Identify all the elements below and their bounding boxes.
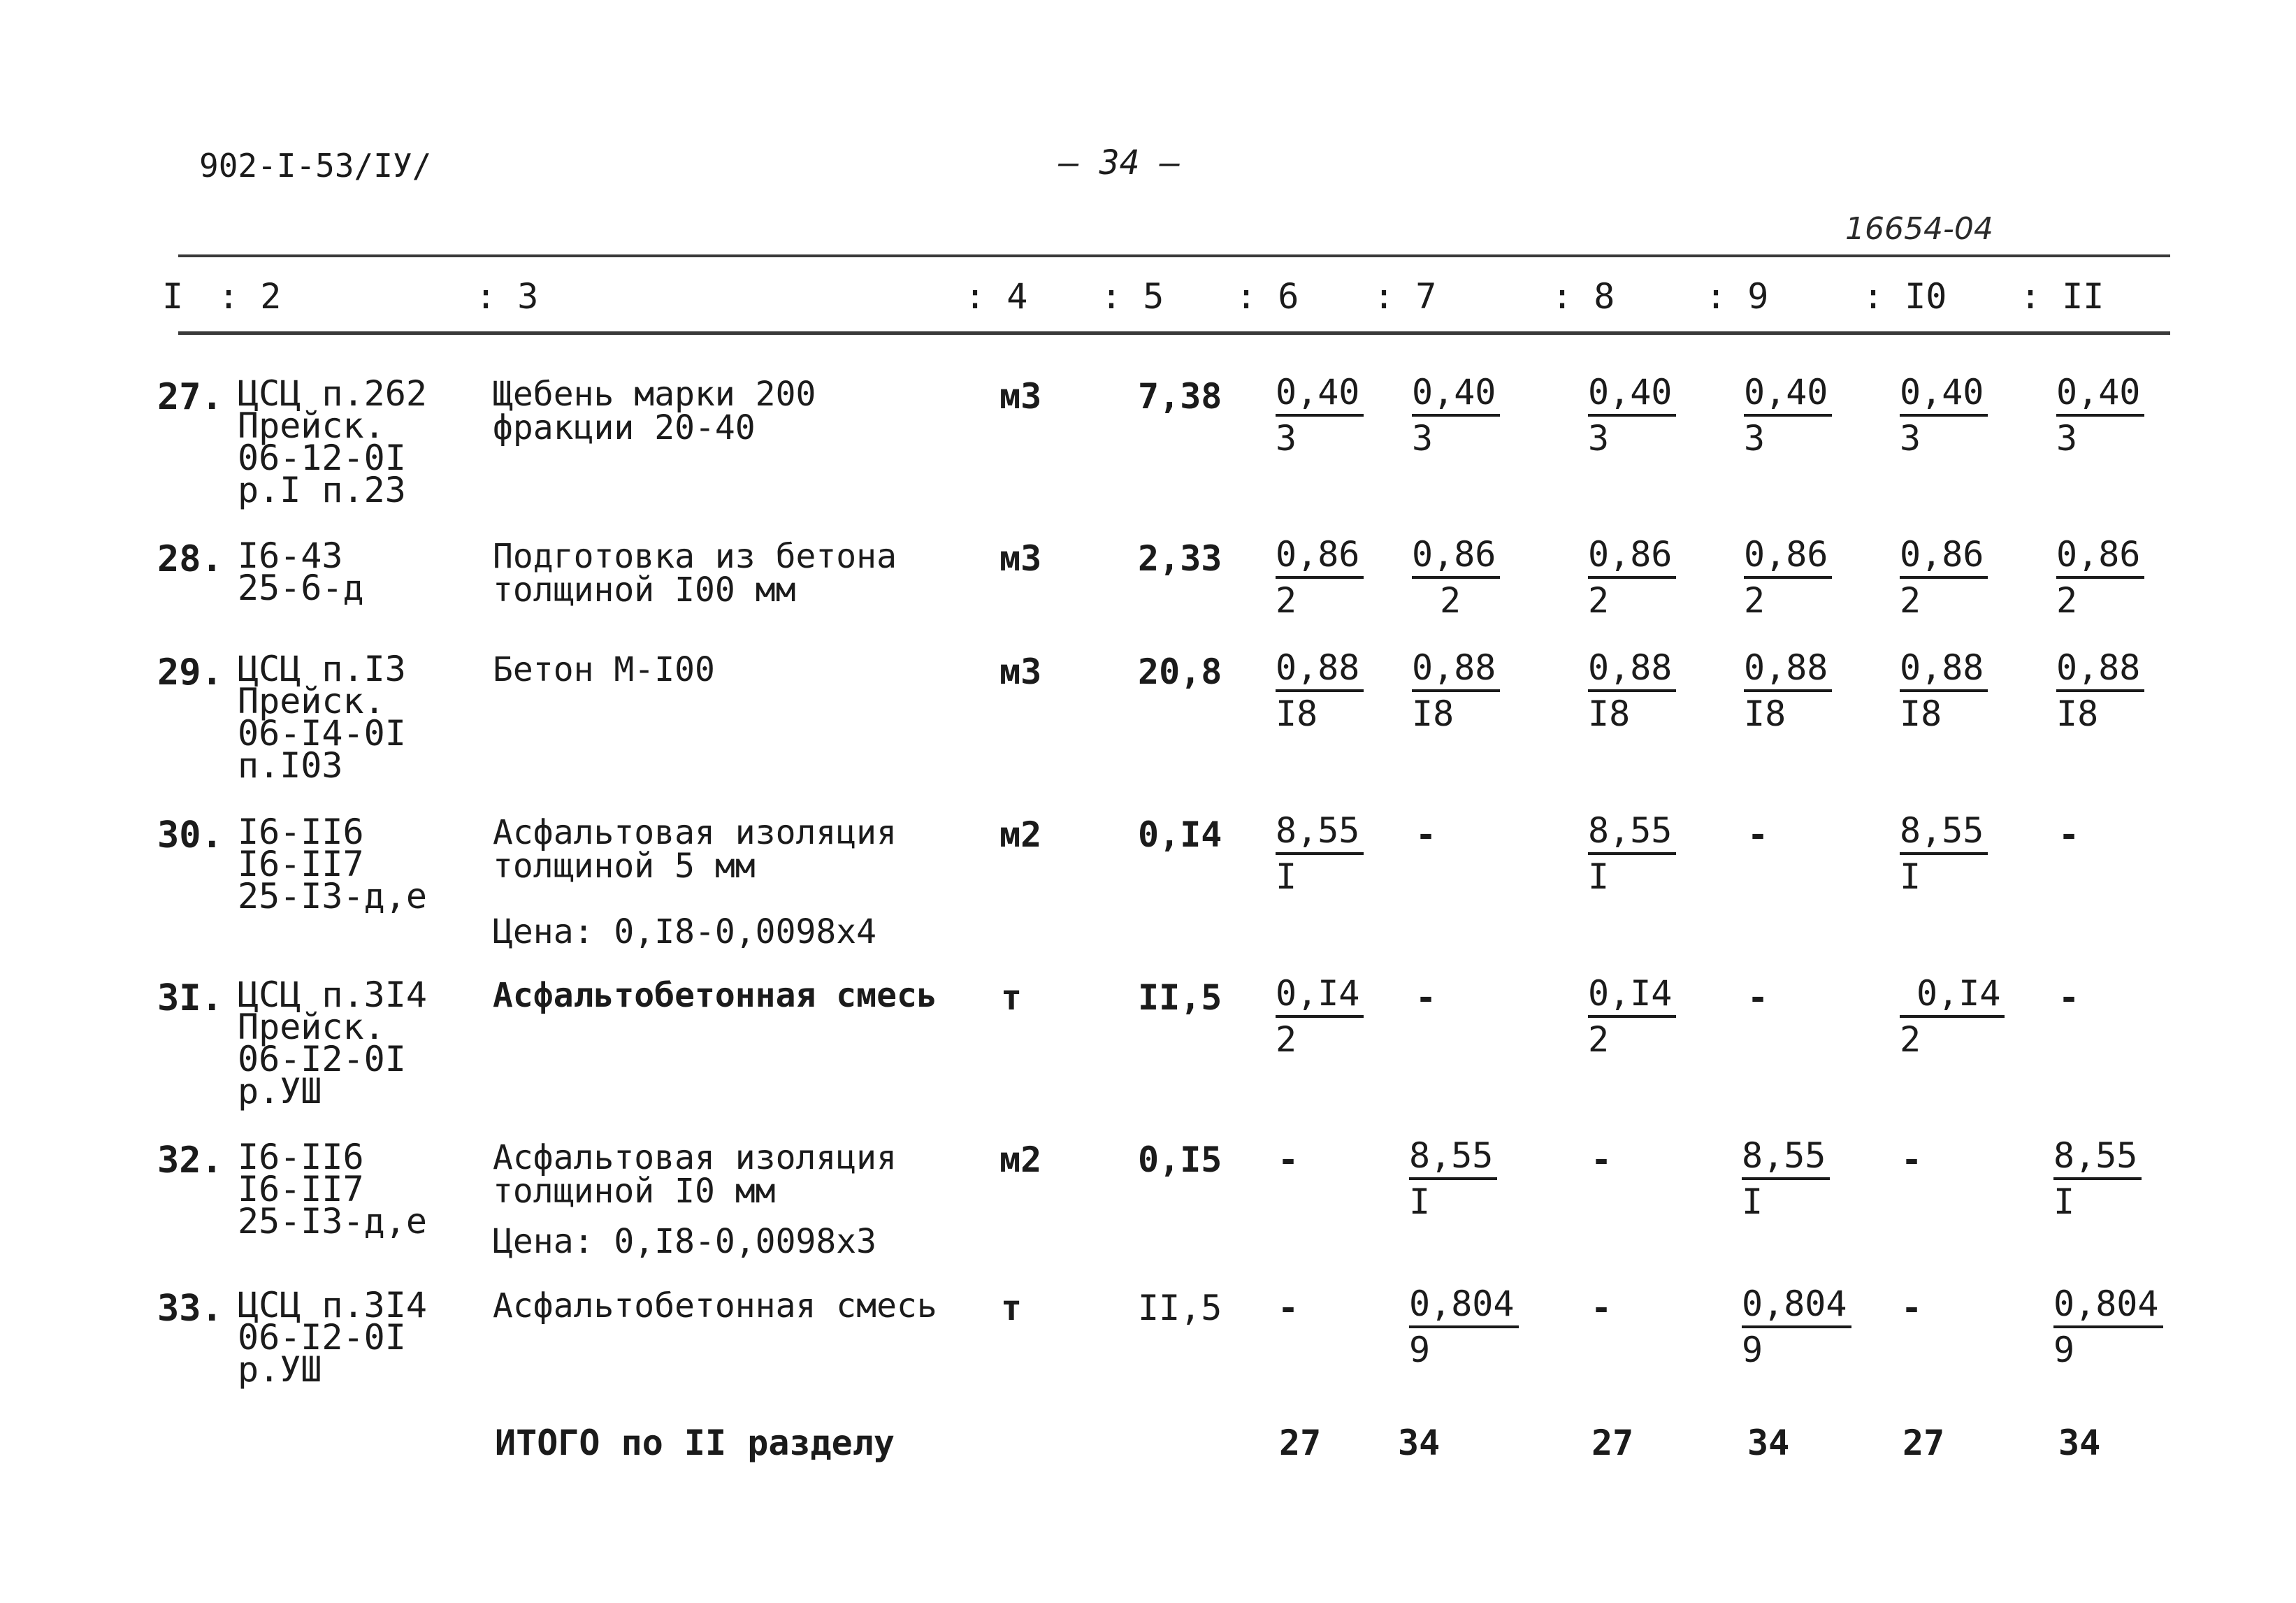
handwritten-archive-number: 16654-04 bbox=[1845, 211, 1993, 247]
fraction-denominator: I8 bbox=[1588, 693, 1631, 734]
column-header-6: : 6 bbox=[1236, 276, 1299, 317]
unit-price: 0,I5 bbox=[1138, 1140, 1222, 1180]
fraction-denominator: 2 bbox=[1900, 580, 1921, 621]
fraction-numerator: 0,804 bbox=[1409, 1282, 1519, 1328]
fraction-numerator: 0,I4 bbox=[1588, 972, 1676, 1018]
cell-col10 bbox=[1900, 809, 1988, 898]
cell-col10 bbox=[1900, 533, 1988, 622]
cell-col7 bbox=[1409, 1282, 1519, 1372]
cell-col9 bbox=[1744, 646, 1832, 735]
cell-col6 bbox=[1276, 809, 1364, 898]
cell-col8-empty: - bbox=[1591, 1140, 1612, 1180]
column-header-9: : 9 bbox=[1705, 276, 1769, 317]
unit-price: 2,33 bbox=[1138, 538, 1222, 579]
fraction-denominator: I8 bbox=[1276, 693, 1318, 734]
rate-code: ЦСЦ п.262 Прейск. 06-12-0I р.I п.23 bbox=[238, 373, 427, 510]
fraction-denominator: I bbox=[1588, 856, 1610, 897]
cell-col11 bbox=[2056, 646, 2144, 735]
cell-col9 bbox=[1742, 1282, 1851, 1372]
fraction-denominator: I8 bbox=[1744, 693, 1786, 734]
unit-price: 20,8 bbox=[1138, 652, 1222, 692]
cell-col6-empty: - bbox=[1278, 1140, 1299, 1180]
work-description: Бетон М-I00 bbox=[493, 650, 715, 689]
fraction-denominator: 2 bbox=[1588, 1019, 1610, 1060]
unit: м3 bbox=[999, 538, 1042, 579]
cell-col7 bbox=[1409, 1134, 1497, 1223]
cell-col11-empty: - bbox=[2058, 814, 2080, 855]
unit-price: 0,I4 bbox=[1138, 814, 1222, 855]
total-col10: 27 bbox=[1902, 1423, 1945, 1463]
fraction-denominator: 2 bbox=[1440, 580, 1461, 621]
fraction-numerator: 8,55 bbox=[1588, 809, 1676, 855]
fraction-numerator: 0,40 bbox=[1900, 371, 1988, 417]
fraction-numerator: 0,88 bbox=[2056, 646, 2144, 692]
fraction-denominator: 2 bbox=[1744, 580, 1766, 621]
row-number: 33. bbox=[157, 1288, 223, 1330]
unit: т bbox=[1001, 1288, 1023, 1328]
total-col7: 34 bbox=[1398, 1423, 1441, 1463]
work-description: Асфальтовая изоляция толщиной 5 мм bbox=[493, 813, 897, 886]
unit-price: 7,38 bbox=[1138, 376, 1222, 417]
cell-col7-empty: - bbox=[1415, 977, 1437, 1018]
work-description: Щебень марки 200 фракции 20-40 bbox=[493, 375, 816, 447]
fraction-denominator: 3 bbox=[1744, 418, 1766, 459]
cell-col8 bbox=[1588, 809, 1676, 898]
cell-col8-empty: - bbox=[1591, 1288, 1612, 1328]
unit: т bbox=[1001, 977, 1023, 1018]
rate-code: ЦСЦ п.I3 Прейск. 06-I4-0I п.I03 bbox=[238, 649, 406, 786]
fraction-numerator: 0,I4 bbox=[1276, 972, 1364, 1018]
fraction-denominator: 3 bbox=[2056, 418, 2078, 459]
cell-col6-empty: - bbox=[1278, 1288, 1299, 1328]
total-col8: 27 bbox=[1591, 1423, 1634, 1463]
fraction-denominator: 2 bbox=[1276, 580, 1297, 621]
price-formula: Цена: 0,I8-0,0098х4 bbox=[493, 912, 877, 951]
fraction-numerator: 0,40 bbox=[1412, 371, 1500, 417]
unit: м3 bbox=[999, 652, 1042, 692]
cell-col10 bbox=[1900, 972, 2005, 1061]
document-id: 902-I-53/IУ/ bbox=[199, 147, 432, 185]
cell-col6 bbox=[1276, 371, 1364, 460]
cell-col11-empty: - bbox=[2058, 977, 2080, 1018]
fraction-denominator: I8 bbox=[1412, 693, 1454, 734]
work-description: Асфальтовая изоляция толщиной I0 мм bbox=[493, 1138, 897, 1211]
fraction-denominator: 3 bbox=[1588, 418, 1610, 459]
row-number: 32. bbox=[157, 1140, 223, 1181]
price-formula: Цена: 0,I8-0,0098х3 bbox=[493, 1222, 877, 1261]
fraction-denominator: I bbox=[1276, 856, 1297, 897]
column-header-2: : 2 bbox=[218, 276, 282, 317]
fraction-numerator: 0,88 bbox=[1900, 646, 1988, 692]
cell-col11 bbox=[2053, 1134, 2142, 1223]
row-number: 3I. bbox=[157, 977, 223, 1019]
cell-col9 bbox=[1744, 533, 1832, 622]
cell-col8 bbox=[1588, 972, 1676, 1061]
cell-col7-empty: - bbox=[1415, 814, 1437, 855]
total-col9: 34 bbox=[1747, 1423, 1790, 1463]
column-header-8: : 8 bbox=[1552, 276, 1615, 317]
cell-col8 bbox=[1588, 533, 1676, 622]
cell-col6 bbox=[1276, 533, 1364, 622]
fraction-numerator: 0,40 bbox=[1588, 371, 1676, 417]
header-top-rule bbox=[178, 254, 2170, 257]
cell-col10 bbox=[1900, 371, 1988, 460]
fraction-numerator: 0,804 bbox=[1742, 1282, 1851, 1328]
cell-col9 bbox=[1742, 1134, 1830, 1223]
cell-col6 bbox=[1276, 972, 1364, 1061]
fraction-denominator: 3 bbox=[1900, 418, 1921, 459]
fraction-numerator: 0,86 bbox=[1412, 533, 1500, 579]
fraction-numerator: 0,804 bbox=[2053, 1282, 2163, 1328]
fraction-numerator: 8,55 bbox=[2053, 1134, 2142, 1180]
fraction-denominator: I bbox=[1900, 856, 1921, 897]
rate-code: ЦСЦ п.3I4 Прейск. 06-I2-0I р.УШ bbox=[238, 975, 427, 1112]
totals-label: ИТОГО по II разделу bbox=[495, 1423, 895, 1463]
cell-col10-empty: - bbox=[1901, 1140, 1923, 1180]
column-header-7: : 7 bbox=[1373, 276, 1437, 317]
column-header-4: : 4 bbox=[965, 276, 1028, 317]
cell-col11 bbox=[2053, 1282, 2163, 1372]
fraction-denominator: I bbox=[1409, 1181, 1431, 1222]
column-header-3: : 3 bbox=[475, 276, 539, 317]
fraction-numerator: 8,55 bbox=[1276, 809, 1364, 855]
fraction-denominator: I bbox=[1742, 1181, 1763, 1222]
rate-code: I6-II6 I6-II7 25-I3-д,е bbox=[238, 812, 427, 916]
fraction-numerator: 8,55 bbox=[1900, 809, 1988, 855]
fraction-denominator: 9 bbox=[2053, 1330, 2075, 1370]
fraction-denominator: 3 bbox=[1412, 418, 1434, 459]
fraction-denominator: 2 bbox=[1588, 580, 1610, 621]
work-description: Подготовка из бетона толщиной I00 мм bbox=[493, 537, 897, 610]
fraction-numerator: 0,88 bbox=[1744, 646, 1832, 692]
fraction-denominator: I8 bbox=[1900, 693, 1942, 734]
rate-code: I6-43 25-6-д bbox=[238, 535, 364, 608]
fraction-numerator: 8,55 bbox=[1409, 1134, 1497, 1180]
cell-col9-empty: - bbox=[1747, 814, 1769, 855]
cell-col11 bbox=[2056, 371, 2144, 460]
fraction-numerator: 0,86 bbox=[1276, 533, 1364, 579]
fraction-numerator: 0,86 bbox=[1900, 533, 1988, 579]
cell-col6 bbox=[1276, 646, 1364, 735]
work-description: Асфальтобетонная смесь bbox=[493, 976, 937, 1015]
unit: м2 bbox=[999, 814, 1042, 855]
cell-col10-empty: - bbox=[1901, 1288, 1923, 1328]
row-number: 28. bbox=[157, 538, 223, 580]
fraction-denominator: I bbox=[2053, 1181, 2075, 1222]
cell-col9-empty: - bbox=[1747, 977, 1769, 1018]
fraction-numerator: 0,88 bbox=[1276, 646, 1364, 692]
fraction-numerator: 0,86 bbox=[2056, 533, 2144, 579]
column-header-5: : 5 bbox=[1101, 276, 1164, 317]
column-header-11: : II bbox=[2020, 276, 2104, 317]
fraction-numerator: 0,40 bbox=[2056, 371, 2144, 417]
work-description: Асфальтобетонная смесь bbox=[493, 1286, 937, 1325]
cell-col9 bbox=[1744, 371, 1832, 460]
column-header-10: : I0 bbox=[1863, 276, 1947, 317]
fraction-denominator: 9 bbox=[1742, 1330, 1763, 1370]
unit: м2 bbox=[999, 1140, 1042, 1180]
unit-price: II,5 bbox=[1138, 977, 1222, 1018]
column-header-1: I bbox=[162, 276, 184, 317]
fraction-denominator: 3 bbox=[1276, 418, 1297, 459]
unit-price: II,5 bbox=[1138, 1288, 1222, 1328]
fraction-denominator: 2 bbox=[1276, 1019, 1297, 1060]
fraction-numerator: 0,40 bbox=[1276, 371, 1364, 417]
fraction-numerator: 0,40 bbox=[1744, 371, 1832, 417]
fraction-numerator: 0,86 bbox=[1744, 533, 1832, 579]
cell-col11 bbox=[2056, 533, 2144, 622]
cell-col8 bbox=[1588, 646, 1676, 735]
header-bottom-rule bbox=[178, 331, 2170, 335]
rate-code: ЦСЦ п.3I4 06-I2-0I р.УШ bbox=[238, 1285, 427, 1390]
cell-col7 bbox=[1412, 646, 1500, 735]
fraction-numerator: 0,88 bbox=[1588, 646, 1676, 692]
fraction-numerator: 0,I4 bbox=[1900, 972, 2005, 1018]
row-number: 27. bbox=[157, 376, 223, 418]
rate-code: I6-II6 I6-II7 25-I3-д,е bbox=[238, 1137, 427, 1242]
fraction-numerator: 0,88 bbox=[1412, 646, 1500, 692]
row-number: 29. bbox=[157, 652, 223, 693]
unit: м3 bbox=[999, 376, 1042, 417]
row-number: 30. bbox=[157, 814, 223, 856]
fraction-numerator: 8,55 bbox=[1742, 1134, 1830, 1180]
fraction-denominator: 2 bbox=[2056, 580, 2078, 621]
fraction-denominator: 2 bbox=[1900, 1019, 1921, 1060]
cell-col7 bbox=[1412, 371, 1500, 460]
total-col6: 27 bbox=[1279, 1423, 1322, 1463]
cell-col7 bbox=[1412, 533, 1500, 622]
fraction-denominator: I8 bbox=[2056, 693, 2099, 734]
cell-col10 bbox=[1900, 646, 1988, 735]
total-col11: 34 bbox=[2058, 1423, 2101, 1463]
fraction-numerator: 0,86 bbox=[1588, 533, 1676, 579]
cell-col8 bbox=[1588, 371, 1676, 460]
page-number: – 34 – bbox=[1059, 143, 1181, 182]
fraction-denominator: 9 bbox=[1409, 1330, 1431, 1370]
